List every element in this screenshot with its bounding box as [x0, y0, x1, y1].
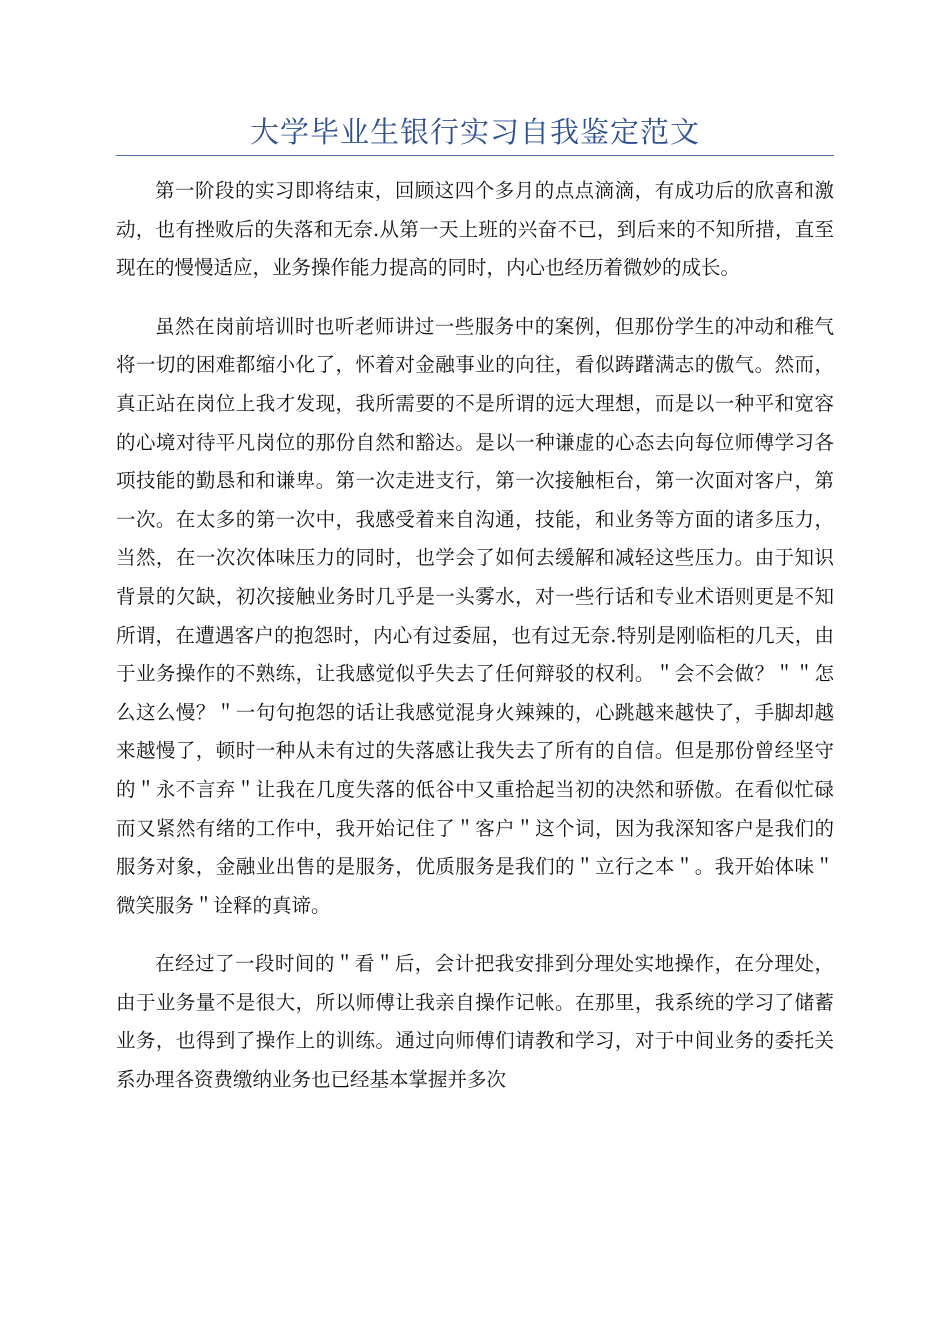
- paragraph-3: 在经过了一段时间的＂看＂后，会计把我安排到分理处实地操作，在分理处，由于业务量不是很大，所以师傅让我亲自操作记帐。在那里，我系统的学习了储蓄业务，也得到了操作上的训练。通过向师傅们请教和学习，对于中间业务的委托关系办理各资费缴纳业务也已经基本掌握并多次: [116, 952, 834, 1092]
- title-underline: [116, 155, 834, 156]
- document-body: [116, 172, 834, 1120]
- paragraph-1: 第一阶段的实习即将结束，回顾这四个多月的点点滴滴，有成功后的欣喜和激动，也有挫败后的失落和无奈.从第一天上班的兴奋不已，到后来的不知所措，直至现在的慢慢适应，业务操作能力提高的同时，内心也经历着微妙的成长。: [116, 179, 834, 280]
- paragraph-2: 虽然在岗前培训时也听老师讲过一些服务中的案例，但那份学生的冲动和稚气将一切的困难都缩小化了，怀着对金融事业的向往，看似踌躇满志的傲气。然而，真正站在岗位上我才发现，我所需要的不是所谓的远大理想，而是以一种平和宽容的心境对待平凡岗位的那份自然和豁达。是以一种谦虚的心态去向每位师傅学习各项技能的勤恳和和谦卑。第一次走进支行，第一次接触柜台，第一次面对客户，第一次。在太多的第一次中，我感受着来自沟通，技能，和业务等方面的诸多压力，当然，在一次次体味压力的同时，也学会了如何去缓解和减轻这些压力。由于知识背景的欠缺，初次接触业务时几乎是一头雾水，对一些行话和专业术语则更是不知所谓，在遭遇客户的抱怨时，内心有过委屈，也有过无奈.特别是刚临柜的几天，由于业务操作的不熟练，让我感觉似乎失去了任何辩驳的权利。＂会不会做？＂＂怎么这么慢？＂一句句抱怨的话让我感觉混身火辣辣的，心跳越来越快了，手脚却越来越慢了，顿时一种从未有过的失落感让我失去了所有的自信。但是那份曾经坚守的＂永不言弃＂让我在几度失落的低谷中又重拾起当初的决然和骄傲。在看似忙碌而又紧然有绪的工作中，我开始记住了＂客户＂这个词，因为我深知客户是我们的服务对象，金融业出售的是服务，优质服务是我们的＂立行之本＂。我开始体味＂微笑服务＂诠释的真谛。: [116, 314, 834, 917]
- document-title: 大学毕业生银行实习自我鉴定范文: [249, 115, 700, 149]
